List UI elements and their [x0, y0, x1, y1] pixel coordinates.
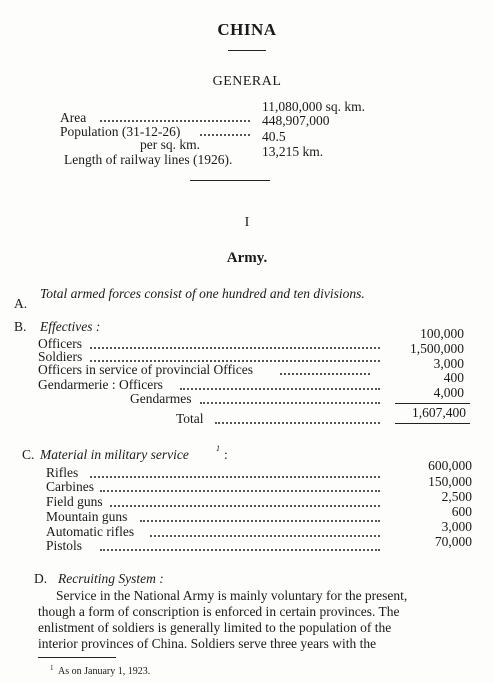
- dot-leader: [215, 422, 380, 424]
- general-heading: GENERAL: [212, 74, 282, 89]
- effectives-row-value: 3,000: [433, 356, 464, 371]
- recruiting-line: enlistment of soldiers is generally limited to the population of the: [38, 620, 392, 635]
- effectives-row-label: Gendarmerie : Officers: [38, 377, 163, 392]
- item-b-heading: Effectives :: [40, 319, 101, 334]
- footnote-marker: 1: [50, 664, 54, 672]
- material-row-label: Pistols: [46, 538, 83, 553]
- item-d-letter: D.: [34, 571, 48, 586]
- total-label: Total: [176, 411, 204, 426]
- effectives-row-value: 400: [443, 370, 464, 385]
- dot-leader: [200, 134, 250, 136]
- effectives-row-label: Gendarmes: [130, 391, 192, 406]
- recruiting-line: though a form of conscription is enforced in certain provinces. The: [38, 604, 400, 619]
- footnote-mark: 1: [216, 444, 220, 453]
- dot-leader: [90, 476, 380, 478]
- footnote-rule: [38, 657, 116, 658]
- dot-leader: [110, 505, 380, 507]
- material-row-value: 3,000: [441, 519, 472, 534]
- section-title: Army.: [226, 250, 268, 266]
- item-c-letter: C.: [22, 447, 35, 462]
- effectives-row-value: 1,500,000: [410, 341, 464, 356]
- material-row-label: Carbines: [46, 479, 94, 494]
- total-underline: [395, 423, 470, 424]
- general-railway-value: 13,215 km.: [262, 144, 324, 159]
- dot-leader: [140, 520, 380, 522]
- dot-leader: [100, 549, 380, 551]
- dot-leader: [150, 535, 380, 537]
- material-row-value: 2,500: [441, 489, 472, 504]
- material-row-label: Automatic rifles: [46, 524, 135, 539]
- material-row-value: 70,000: [434, 534, 472, 549]
- title-rule: [228, 50, 266, 51]
- general-railway-label: Length of railway lines (1926).: [64, 152, 233, 167]
- total-value: 1,607,400: [412, 405, 466, 420]
- general-area-label: Area: [60, 110, 87, 125]
- recruiting-line: interior provinces of China. Soldiers serve three years with the: [38, 636, 377, 651]
- general-rule: [190, 180, 270, 181]
- item-d-heading: Recruiting System :: [58, 571, 164, 586]
- general-population-value: 448,907,000: [262, 113, 330, 128]
- effectives-row-label: Officers: [38, 336, 82, 351]
- item-c-heading: Material in military service: [40, 447, 189, 462]
- material-row-label: Mountain guns: [46, 509, 128, 524]
- page-title: CHINA: [217, 20, 277, 39]
- footnote-text: As on January 1, 1923.: [58, 666, 151, 677]
- dot-leader: [100, 490, 380, 492]
- material-row-label: Rifles: [46, 465, 79, 480]
- dot-leader: [200, 402, 380, 404]
- effectives-row-label: Soldiers: [38, 349, 83, 364]
- recruiting-line: Service in the National Army is mainly voluntary for the present,: [56, 588, 408, 603]
- dot-leader: [180, 388, 380, 390]
- general-density-label: per sq. km.: [140, 137, 200, 152]
- effectives-row-value: 4,000: [433, 385, 464, 400]
- section-number: I: [244, 215, 250, 230]
- heading-colon: :: [224, 447, 228, 462]
- material-row-value: 150,000: [428, 474, 472, 489]
- effectives-row-label: Officers in service of provincial Offices: [38, 362, 254, 377]
- material-row-value: 600: [451, 504, 472, 519]
- item-a-letter: A.: [14, 296, 28, 311]
- general-density-value: 40.5: [262, 129, 286, 144]
- dot-leader: [90, 347, 380, 349]
- material-row-value: 600,000: [428, 458, 472, 473]
- material-row-label: Field guns: [46, 494, 103, 509]
- effectives-row-value: 100,000: [420, 326, 464, 341]
- dot-leader: [100, 120, 250, 122]
- total-rule: [395, 403, 470, 404]
- dot-leader: [280, 373, 370, 375]
- item-a-text: Total armed forces consist of one hundred and ten divisions.: [40, 286, 365, 301]
- general-population-label: Population (31-12-26): [60, 124, 181, 139]
- general-area-value: 11,080,000 sq. km.: [262, 99, 366, 114]
- item-b-letter: B.: [14, 319, 27, 334]
